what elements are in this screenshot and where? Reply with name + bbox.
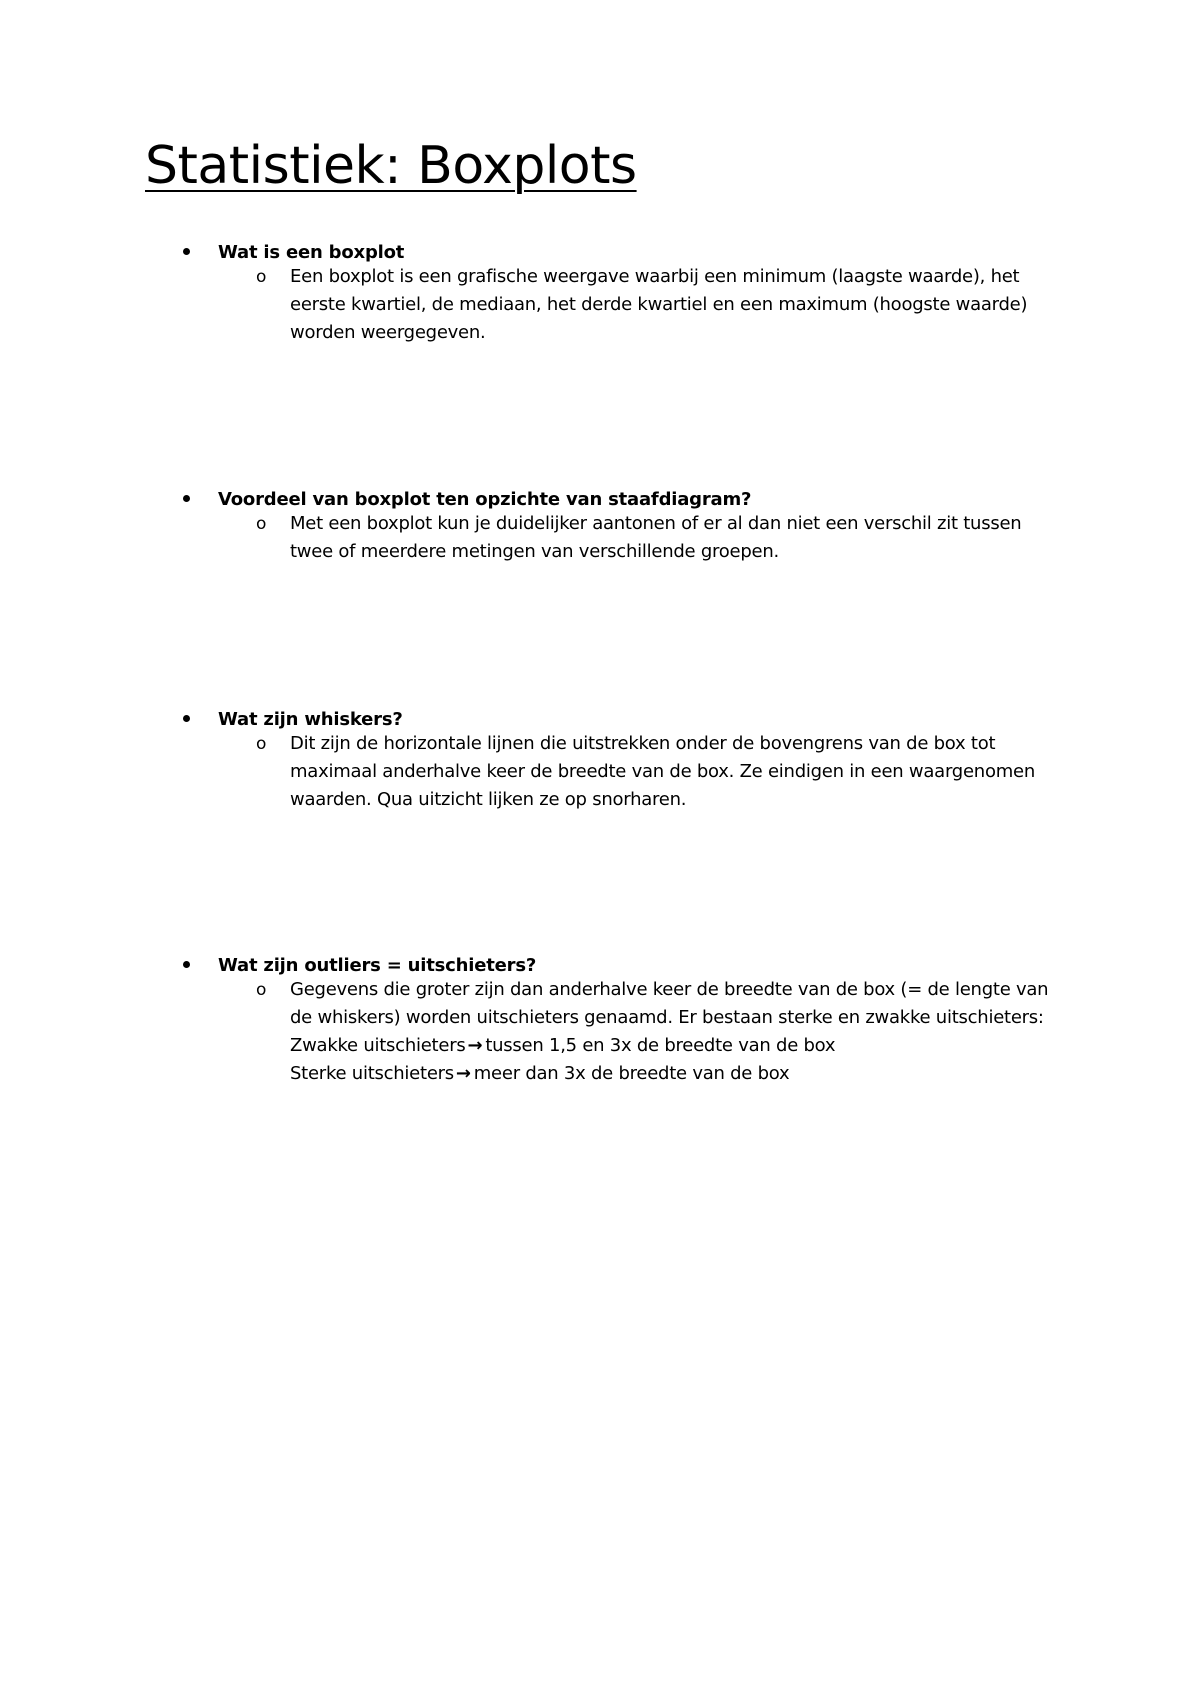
answer-line: Gegevens die groter zijn dan anderhalve keer de breedte van de box (= de lengte van — [290, 979, 1049, 1000]
section-answer — [290, 510, 1080, 566]
page-title: Statistiek: Boxplots — [145, 136, 637, 196]
bullet-icon — [183, 248, 190, 255]
bullet-icon — [183, 961, 190, 968]
section-question: Wat zijn outliers = uitschieters? — [218, 955, 537, 976]
sub-bullet-marker: o — [256, 980, 267, 1000]
sub-bullet-marker: o — [256, 734, 267, 754]
answer-line: maximaal anderhalve keer de breedte van de box. Ze eindigen in een waargenomen — [290, 761, 1035, 782]
section-question: Wat zijn whiskers? — [218, 709, 403, 730]
outlier-range-text: meer dan 3x de breedte van de box — [473, 1063, 790, 1084]
section-answer — [290, 263, 1080, 347]
sub-bullet-marker: o — [256, 514, 267, 534]
section-answer — [290, 730, 1080, 814]
answer-line: Dit zijn de horizontale lijnen die uitstrekken onder de bovengrens van de box tot — [290, 733, 996, 754]
section-question: Wat is een boxplot — [218, 242, 405, 263]
answer-line: Met een boxplot kun je duidelijker aantonen of er al dan niet een verschil zit tussen — [290, 513, 1022, 534]
answer-line: Een boxplot is een grafische weergave waarbij een minimum (laagste waarde), het — [290, 266, 1020, 287]
answer-line: worden weergegeven. — [290, 322, 486, 343]
section-question: Voordeel van boxplot ten opzichte van staafdiagram? — [218, 489, 752, 510]
answer-line-weak-outliers — [290, 1032, 1080, 1060]
outlier-range-text: tussen 1,5 en 3x de breedte van de box — [485, 1035, 836, 1056]
outlier-type-label: Sterke uitschieters — [290, 1063, 454, 1084]
bullet-icon — [183, 495, 190, 502]
answer-line: eerste kwartiel, de mediaan, het derde kwartiel en een maximum (hoogste waarde) — [290, 294, 1028, 315]
right-arrow-icon: → — [455, 1063, 471, 1084]
answer-line-strong-outliers — [290, 1060, 1080, 1088]
bullet-icon — [183, 715, 190, 722]
answer-line: de whiskers) worden uitschieters genaamd. Er bestaan sterke en zwakke uitschieters: — [290, 1007, 1044, 1028]
sub-bullet-marker: o — [256, 267, 267, 287]
section-answer — [290, 976, 1080, 1088]
outlier-type-label: Zwakke uitschieters — [290, 1035, 466, 1056]
answer-line: waarden. Qua uitzicht lijken ze op snorharen. — [290, 789, 687, 810]
right-arrow-icon: → — [467, 1035, 483, 1056]
answer-line: twee of meerdere metingen van verschillende groepen. — [290, 541, 779, 562]
